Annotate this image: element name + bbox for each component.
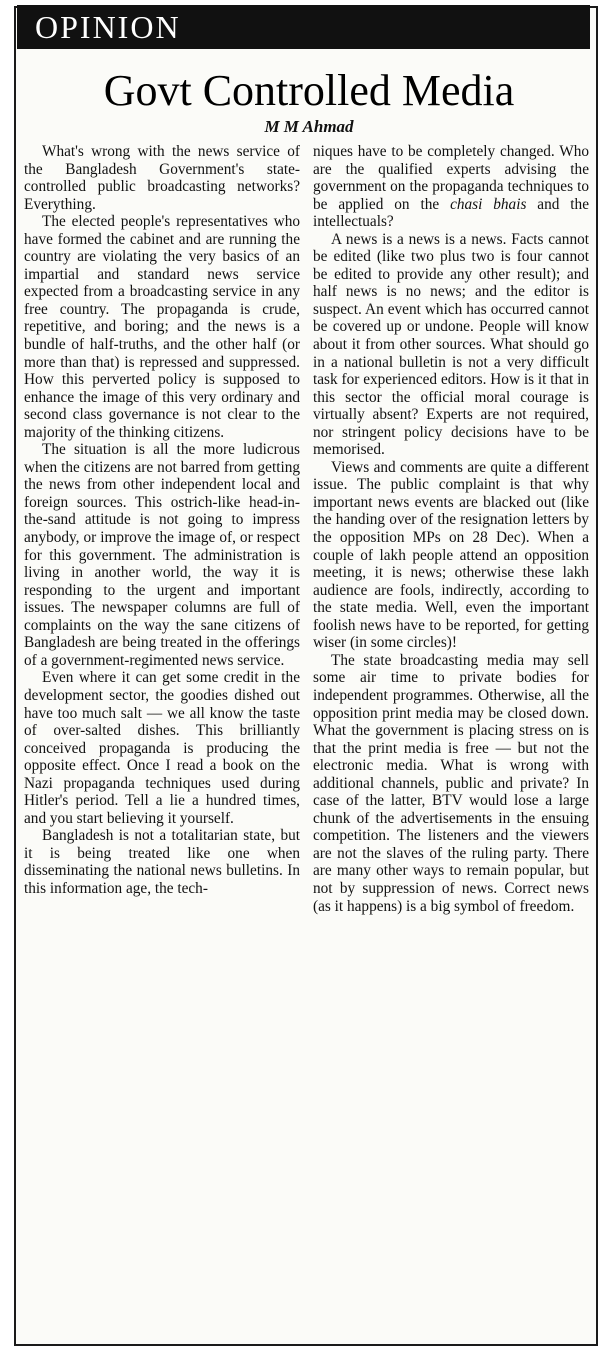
paragraph: The elected people's representatives who have formed the cabinet and are running the country are violating the very basics of an impartial and standard news service expected from a broadcasting service in any free country. The propaganda is crude, repetitive, and boring; and the news is a bundle of half-truths, and the other half (or more than that) is repressed and suppressed. How this perverted policy is supposed to enhance the image of this very ordinary and second class governance is not clear to the majority of the thinking citizens. — [24, 213, 300, 441]
paragraph: A news is a news is a news. Facts cannot be edited (like two plus two is four cannot be edited to provide any other result); and half news is no news; and the editor is suspect. An event which has occurred cannot be covered up or undone. People will know about it from other sources. What should go in a national bulletin is not a very difficult task for experienced editors. How is it that in this sector the official moral courage is virtually absent? Experts are not required, nor stringent policy decisions have to be memorised. — [313, 230, 589, 459]
italic-term: chasi bhais — [450, 195, 527, 213]
column-left — [24, 143, 300, 1339]
paragraph: Even where it can get some credit in the development sector, the goodies dished out have too much salt — we all know the taste of over-salted dishes. This brilliantly conceived propaganda is producing the opposite effect. Once I read a book on the Nazi propaganda techniques used during Hitler's period. Tell a lie a hundred times, and you start believing it yourself. — [24, 669, 300, 827]
text-run: and the intellectuals? — [313, 195, 589, 231]
paragraph-continued — [313, 143, 589, 231]
paragraph: The situation is all the more ludicrous when the citizens are not barred from getting the news from other independent local and foreign sources. This ostrich-like head-in-the-sand attitude is not going to impress anybody, or improve the image of, or respect for this government. The administration is living in another world, the way it is responding to the urgent and important issues. The newspaper columns are full of complaints on the way the sane citizens of Bangladesh are being treated in the offerings of a government-regimented news service. — [24, 441, 300, 669]
text-run: niques have to be completely changed. Who are the qualified experts advising the government on the propaganda techniques to be applied on the — [313, 143, 589, 213]
paragraph: The state broadcasting media may sell some air time to private bodies for independent programmes. Otherwise, all the opposition print media may be closed down. What the government is placing stress on is that the print media is free — but not the electronic media. What is wrong with additional channels, public and private? In case of the latter, BTV would lose a large chunk of the advertisements in the ensuing competition. The listeners and the viewers are not the slaves of the ruling party. There are many other ways to remain popular, but not by suppression of news. Correct news (as it happens) is a big symbol of freedom. — [313, 651, 589, 915]
column-right — [313, 143, 589, 1339]
paragraph: Bangladesh is not a totalitarian state, but it is being treated like one when disseminating the national news bulletins. In this information age, the tech- — [24, 827, 300, 897]
author-byline: M M Ahmad — [264, 117, 354, 136]
section-banner: OPINION — [17, 5, 590, 49]
article-headline: Govt Controlled Media — [103, 66, 515, 115]
paragraph: Views and comments are quite a different issue. The public complaint is that why important news events are blacked out (like the handing over of the resignation letters by the opposition MPs on 28 Dec). When a couple of lakh people attend an opposition meeting, it is news; otherwise these lakh audience are fools, indirectly, according to the state media. Well, even the important foolish news have to be reported, for getting wiser (in some circles)! — [313, 458, 589, 652]
paragraph: What's wrong with the news service of the Bangladesh Government's state-controlled public broadcasting networks? Everything. — [24, 143, 300, 213]
